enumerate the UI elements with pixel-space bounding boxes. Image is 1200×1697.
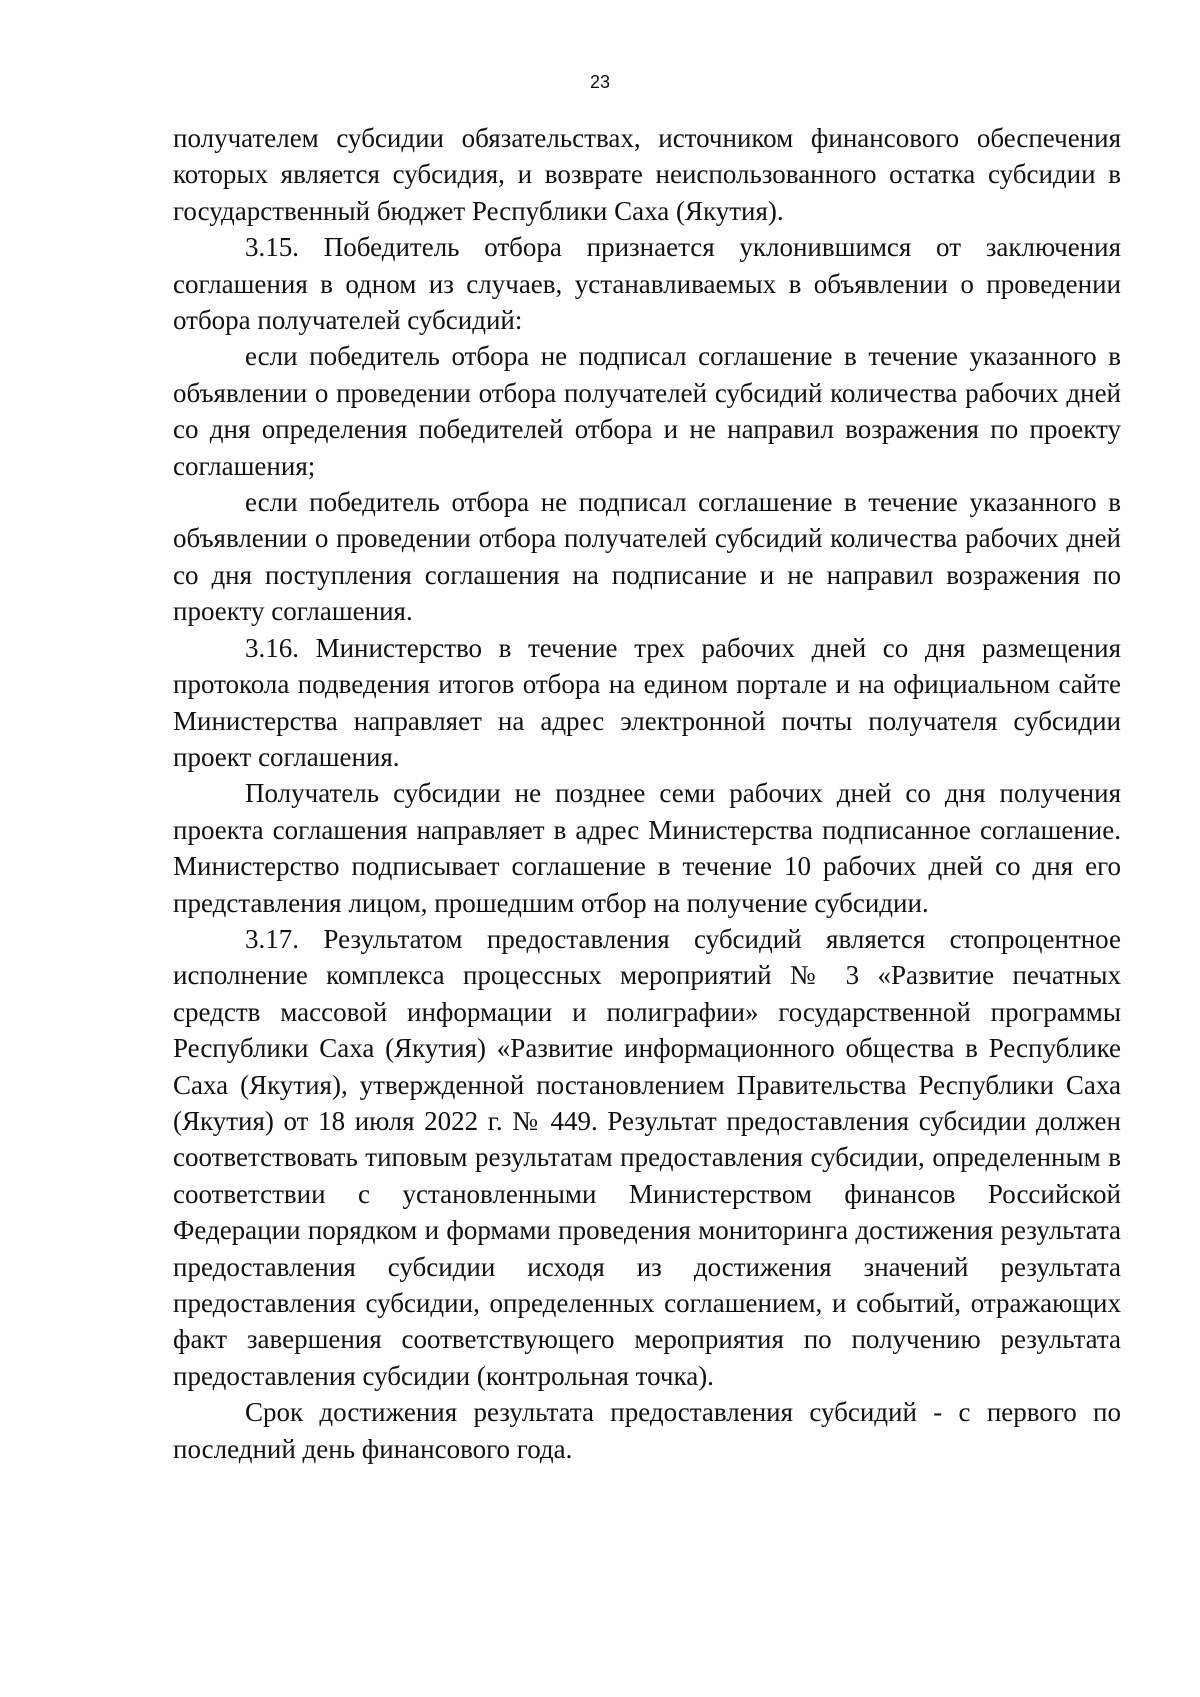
document-body [173, 120, 1121, 1467]
paragraph-result-deadline: Срок достижения результата предоставления субсидий - с первого по последний день финансового года. [173, 1397, 1121, 1464]
paragraph-3-16: 3.16. Министерство в течение трех рабочих дней со дня размещения протокола подведения итогов отбора на едином портале и на официальном сайте Министерства направляет на адрес электронной почты получателя субсидии проект соглашения. [173, 632, 1121, 772]
paragraph-case-1: если победитель отбора не подписал соглашение в течение указанного в объявлении о проведении отбора получателей субсидий количества рабочих дней со дня определения победителей отбора и не направил возражения по проекту соглашения; [173, 341, 1121, 481]
paragraph-continuation: получателем субсидии обязательствах, источником финансового обеспечения которых является субсидия, и возврате неиспользованного остатка субсидии в государственный бюджет Республики Саха (Якутия). [173, 123, 1121, 226]
paragraph-3-15: 3.15. Победитель отбора признается уклонившимся от заключения соглашения в одном из случаев, устанавливаемых в объявлении о проведении отбора получателей субсидий: [173, 232, 1121, 336]
paragraph-case-2: если победитель отбора не подписал соглашение в течение указанного в объявлении о проведении отбора получателей субсидий количества рабочих дней со дня поступления соглашения на подписание и не направил возражения по проекту соглашения. [173, 487, 1121, 627]
paragraph-recipient-signing: Получатель субсидии не позднее семи рабочих дней со дня получения проекта соглашения направляет в адрес Министерства подписанное соглашение. Министерство подписывает соглашение в течение 10 рабочих дней со дня его представления лицом, прошедшим отбор на получение субсидии. [173, 778, 1121, 918]
page-number: 23 [589, 72, 611, 92]
paragraph-3-17: 3.17. Результатом предоставления субсидий является стопроцентное исполнение комплекса процессных мероприятий № 3 «Развитие печатных средств массовой информации и полиграфии» государственной программы Республики Саха (Якутия) «Развитие информационного общества в Республике Саха (Якутия), утвержденной постановлением Правительства Республики Саха (Якутия) от 18 июля 2022 г. № 449. Результат предоставления субсидии должен соответствовать типовым результатам предоставления субсидии, определенным в соответствии с установленными Министерством финансов Российской Федерации порядком и формами проведения мониторинга достижения результата предоставления субсидии исходя из достижения значений результата предоставления субсидии, определенных соглашением, и событий, отражающих факт завершения соответствующего мероприятия по получению результата предоставления субсидии (контрольная точка). [173, 923, 1121, 1391]
